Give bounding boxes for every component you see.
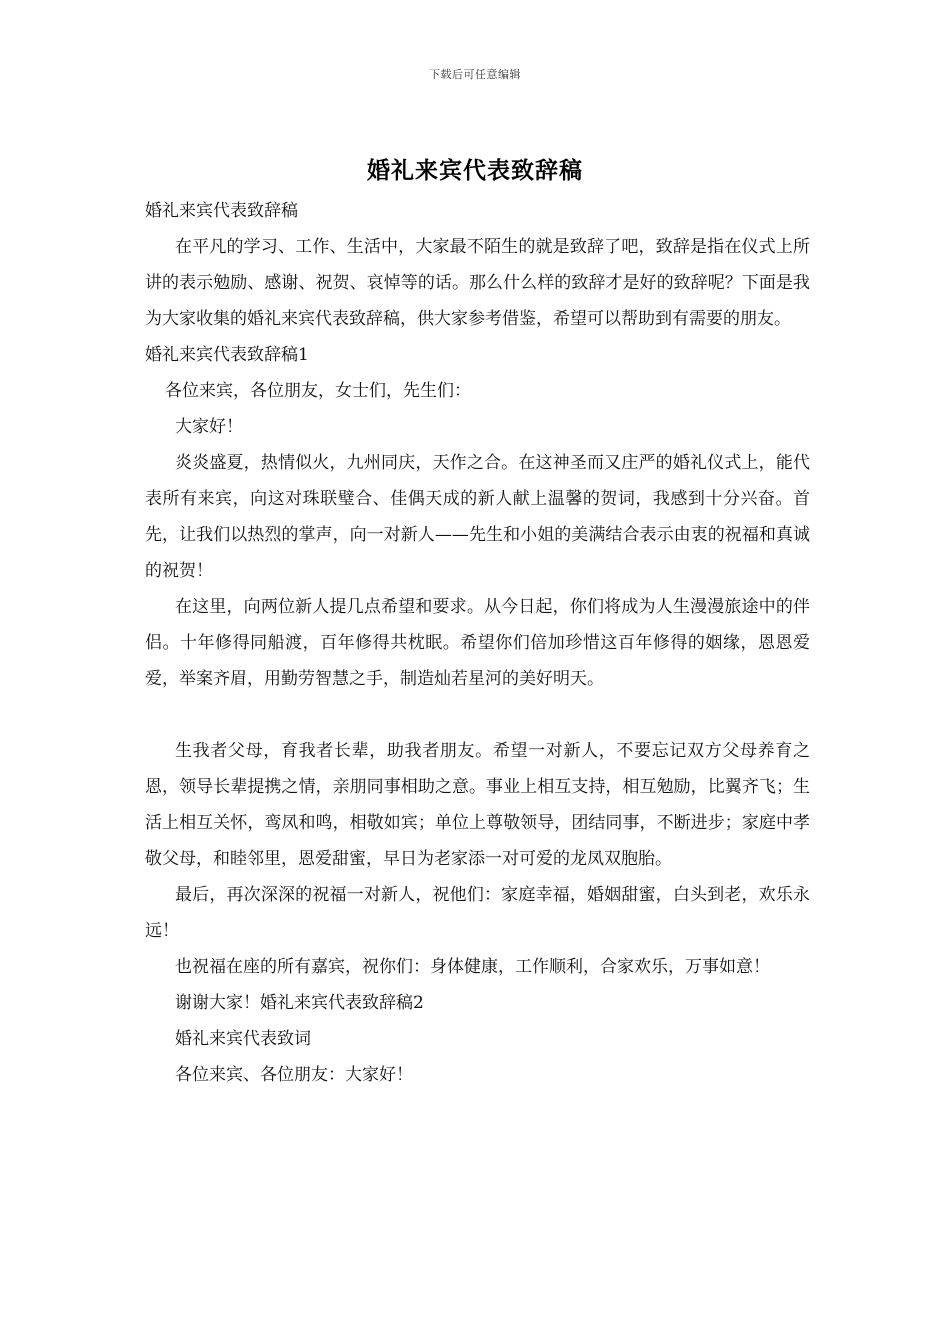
subtitle-paragraph: 婚礼来宾代表致辞稿 [145, 201, 298, 221]
section-heading-2: 婚礼来宾代表致词 [175, 1029, 311, 1049]
closing-paragraph: 谢谢大家！婚礼来宾代表致辞稿2 [175, 993, 424, 1013]
paragraph-gap [145, 697, 810, 733]
body-paragraph: 炎炎盛夏，热情似火，九州同庆，天作之合。在这神圣而又庄严的婚礼仪式上，能代表所有来宾，向这对珠联璧合、佳偶天成的新人献上温馨的贺词，我感到十分兴奋。首先，让我们以热烈的掌声，向一对新人——先生和小姐的美满结合表示由衷的祝福和真诚的祝贺！ [145, 453, 810, 581]
document-body [145, 193, 810, 1093]
body-paragraph: 也祝福在座的所有嘉宾，祝你们：身体健康，工作顺利，合家欢乐，万事如意！ [175, 957, 770, 977]
greeting-paragraph: 大家好！ [175, 417, 243, 437]
header-note: 下载后可任意编辑 [429, 68, 521, 81]
salutation-paragraph: 各位来宾，各位朋友，女士们，先生们： [165, 381, 471, 401]
body-paragraph: 生我者父母，育我者长辈，助我者朋友。希望一对新人，不要忘记双方父母养育之恩，领导长辈提携之情，亲朋同事相助之意。事业上相互支持，相互勉励，比翼齐飞；生活上相互关怀，鸾凤和鸣，相敬如宾；单位上尊敬领导，团结同事，不断进步；家庭中孝敬父母，和睦邻里，恩爱甜蜜，早日为老家添一对可爱的龙凤双胞胎。 [145, 741, 810, 869]
intro-paragraph: 在平凡的学习、工作、生活中，大家最不陌生的就是致辞了吧，致辞是指在仪式上所讲的表示勉励、感谢、祝贺、哀悼等的话。那么什么样的致辞才是好的致辞呢？下面是我为大家收集的婚礼来宾代表致辞稿，供大家参考借鉴，希望可以帮助到有需要的朋友。 [145, 237, 810, 329]
body-paragraph: 在这里，向两位新人提几点希望和要求。从今日起，你们将成为人生漫漫旅途中的伴侣。十年修得同船渡，百年修得共枕眠。希望你们倍加珍惜这百年修得的姻缘，恩恩爱爱，举案齐眉，用勤劳智慧之手，制造灿若星河的美好明天。 [145, 597, 810, 689]
document-title: 婚礼来宾代表致辞稿 [367, 157, 583, 184]
salutation-paragraph: 各位来宾、各位朋友：大家好！ [175, 1065, 413, 1085]
body-paragraph: 最后，再次深深的祝福一对新人，祝他们：家庭幸福，婚姻甜蜜，白头到老，欢乐永远！ [145, 885, 810, 941]
section-heading-1: 婚礼来宾代表致辞稿1 [145, 345, 309, 365]
